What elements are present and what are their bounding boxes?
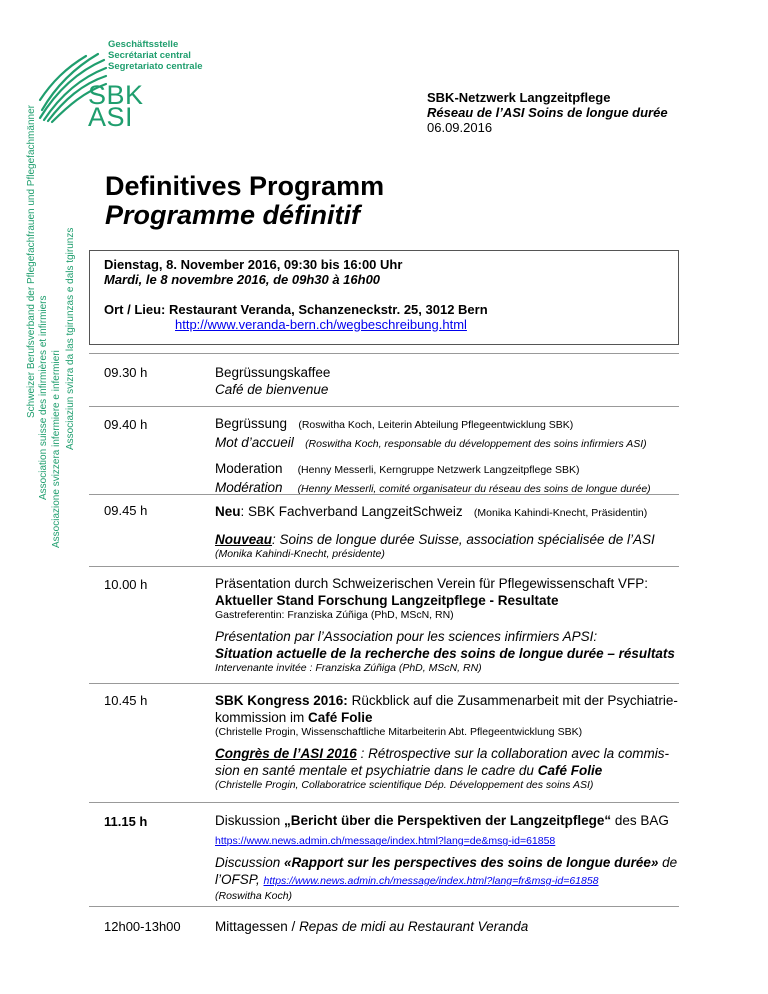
item-vfp-presentation <box>215 575 695 674</box>
congress-text-de-2: kommission im <box>215 710 309 725</box>
report-link-fr[interactable]: https://www.news.admin.ch/message/index.html?lang=fr&msg-id=61858 <box>263 875 599 887</box>
vfp-subtitle-de: Aktueller Stand Forschung Langzeitpflege - Resultate <box>215 593 559 608</box>
time-0940: 09.40 h <box>104 417 148 432</box>
congress-label-de: SBK Kongress 2016: <box>215 693 348 708</box>
document-date: 06.09.2016 <box>427 120 493 135</box>
event-place: Ort / Lieu: Restaurant Veranda, Schanzeneckstr. 25, 3012 Bern <box>104 302 488 317</box>
vfp-subtitle-fr: Situation actuelle de la recherche des soins de longue durée – résultats <box>215 646 675 661</box>
directions-link[interactable]: http://www.veranda-bern.ch/wegbeschreibung.html <box>175 317 467 332</box>
discussion-post-de: des BAG <box>611 813 669 828</box>
vertical-org-name-rm: Associaziun svizra da las tgirunzas e dals tgirunzs <box>65 227 76 450</box>
welcome-de: Begrüssung <box>215 416 288 431</box>
cafe-folie-fr: Café Folie <box>537 763 603 778</box>
cafe-folie-de: Café Folie <box>308 710 373 725</box>
item-fr: Café de bienvenue <box>215 382 329 397</box>
discussion-pre-fr: Discussion <box>215 855 285 870</box>
event-date-de: Dienstag, 8. November 2016, 09:30 bis 16:00 Uhr <box>104 257 403 272</box>
moderation-fr: Modération <box>215 480 283 495</box>
org-line-fr: Secrétariat central <box>108 50 191 61</box>
item-de: Begrüssungskaffee <box>215 365 331 380</box>
event-info-box <box>89 250 679 345</box>
discussion-report-de: „Bericht über die Perspektiven der Langzeitpflege“ <box>284 813 612 828</box>
moderation-de-speaker: (Henny Messerli, Kerngruppe Netzwerk Langzeitpflege SBK) <box>297 464 580 476</box>
title-fr: Programme définitif <box>105 200 361 230</box>
title-de: Definitives Programm <box>105 171 385 201</box>
row-divider <box>89 353 679 354</box>
item-lunch <box>215 918 528 935</box>
row-divider <box>89 566 679 567</box>
vertical-org-name-fr: Association suisse des infirmières et infirmiers <box>38 295 49 500</box>
time-lunch: 12h00-13h00 <box>104 919 181 934</box>
vertical-org-name-it: Associazione svizzera infermiere e infermieri <box>51 350 62 548</box>
item-welcome-coffee <box>215 364 330 398</box>
row-divider <box>89 406 679 407</box>
congress-speaker-de: (Christelle Progin, Wissenschaftliche Mitarbeiterin Abt. Pflegeentwicklung SBK) <box>215 726 583 738</box>
new-speaker-de: (Monika Kahindi-Knecht, Präsidentin) <box>473 507 648 519</box>
network-name-fr: Réseau de l’ASI Soins de longue durée <box>427 105 668 120</box>
vfp-speaker-de: Gastreferentin: Franziska Zúñiga (PhD, MScN, RN) <box>215 609 454 621</box>
lunch-fr: Repas de midi au Restaurant Veranda <box>299 919 529 934</box>
page-title <box>105 172 384 230</box>
org-line-de: Geschäftsstelle <box>108 39 179 50</box>
time-1045: 10.45 h <box>104 693 148 708</box>
lunch-separator: / <box>287 919 300 934</box>
item-congress <box>215 692 695 791</box>
logo-asi: ASI <box>88 102 134 132</box>
header-block <box>427 90 668 135</box>
moderation-fr-speaker: (Henny Messerli, comité organisateur du réseau des soins de longue durée) <box>297 483 651 495</box>
row-divider <box>89 683 679 684</box>
congress-label-fr: Congrès de l’ASI 2016 <box>215 746 357 761</box>
logo-sbk: SBK <box>88 80 144 110</box>
congress-text-de-1: Rückblick auf die Zusammenarbeit mit der Psychiatrie- <box>347 693 678 708</box>
item-welcome <box>215 415 685 498</box>
new-label-de: Neu <box>215 504 241 519</box>
time-1000: 10.00 h <box>104 577 148 592</box>
row-divider <box>89 906 679 907</box>
item-discussion <box>215 812 705 902</box>
new-text-fr: : Soins de longue durée Suisse, association spécialisée de l’ASI <box>272 532 655 547</box>
discussion-pre-de: Diskussion <box>215 813 285 828</box>
event-date-fr: Mardi, le 8 novembre 2016, de 09h30 à 16h00 <box>104 272 381 287</box>
vfp-title-fr: Présentation par l’Association pour les sciences infirmiers APSI: <box>215 629 598 644</box>
time-0945: 09.45 h <box>104 503 148 518</box>
welcome-de-speaker: (Roswitha Koch, Leiterin Abteilung Pflegeentwicklung SBK) <box>298 419 574 431</box>
new-text-de: : SBK Fachverband LangzeitSchweiz <box>240 504 463 519</box>
vfp-speaker-fr: Intervenante invitée : Franziska Zúñiga (PhD, MScN, RN) <box>215 662 482 674</box>
org-line-it: Segretariato centrale <box>108 61 203 72</box>
discussion-speaker: (Roswitha Koch) <box>215 890 293 902</box>
time-1115: 11.15 h <box>104 814 148 829</box>
lunch-de: Mittagessen <box>215 919 288 934</box>
row-divider <box>89 494 679 495</box>
welcome-fr: Mot d’accueil <box>215 435 294 450</box>
row-divider <box>89 802 679 803</box>
congress-text-fr-1: : Rétrospective sur la collaboration avec la commis- <box>356 746 669 761</box>
congress-text-fr-2: sion en santé mentale et psychiatrie dans le cadre du <box>215 763 538 778</box>
discussion-post-fr: de <box>658 855 678 870</box>
vertical-org-name-de: Schweizer Berufsverband der Pflegefachfrauen und Pflegefachmänner <box>26 105 37 418</box>
item-new-association <box>215 503 695 560</box>
new-label-fr: Nouveau <box>215 532 273 547</box>
welcome-fr-speaker: (Roswitha Koch, responsable du développement des soins infirmiers ASI) <box>305 438 647 450</box>
congress-speaker-fr: (Christelle Progin, Collaboratrice scientifique Dép. Développement des soins ASI) <box>215 779 594 791</box>
discussion-ofsp: l’OFSP, <box>215 872 264 887</box>
discussion-report-fr: «Rapport sur les perspectives des soins de longue durée» <box>284 855 659 870</box>
time-0930: 09.30 h <box>104 365 148 380</box>
new-speaker-fr: (Monika Kahindi-Knecht, présidente) <box>215 548 385 560</box>
moderation-de: Moderation <box>215 461 283 476</box>
report-link-de[interactable]: https://www.news.admin.ch/message/index.html?lang=de&msg-id=61858 <box>215 835 556 847</box>
vfp-title-de: Präsentation durch Schweizerischen Verein für Pflegewissenschaft VFP: <box>215 576 648 591</box>
network-name: SBK-Netzwerk Langzeitpflege <box>427 90 611 105</box>
